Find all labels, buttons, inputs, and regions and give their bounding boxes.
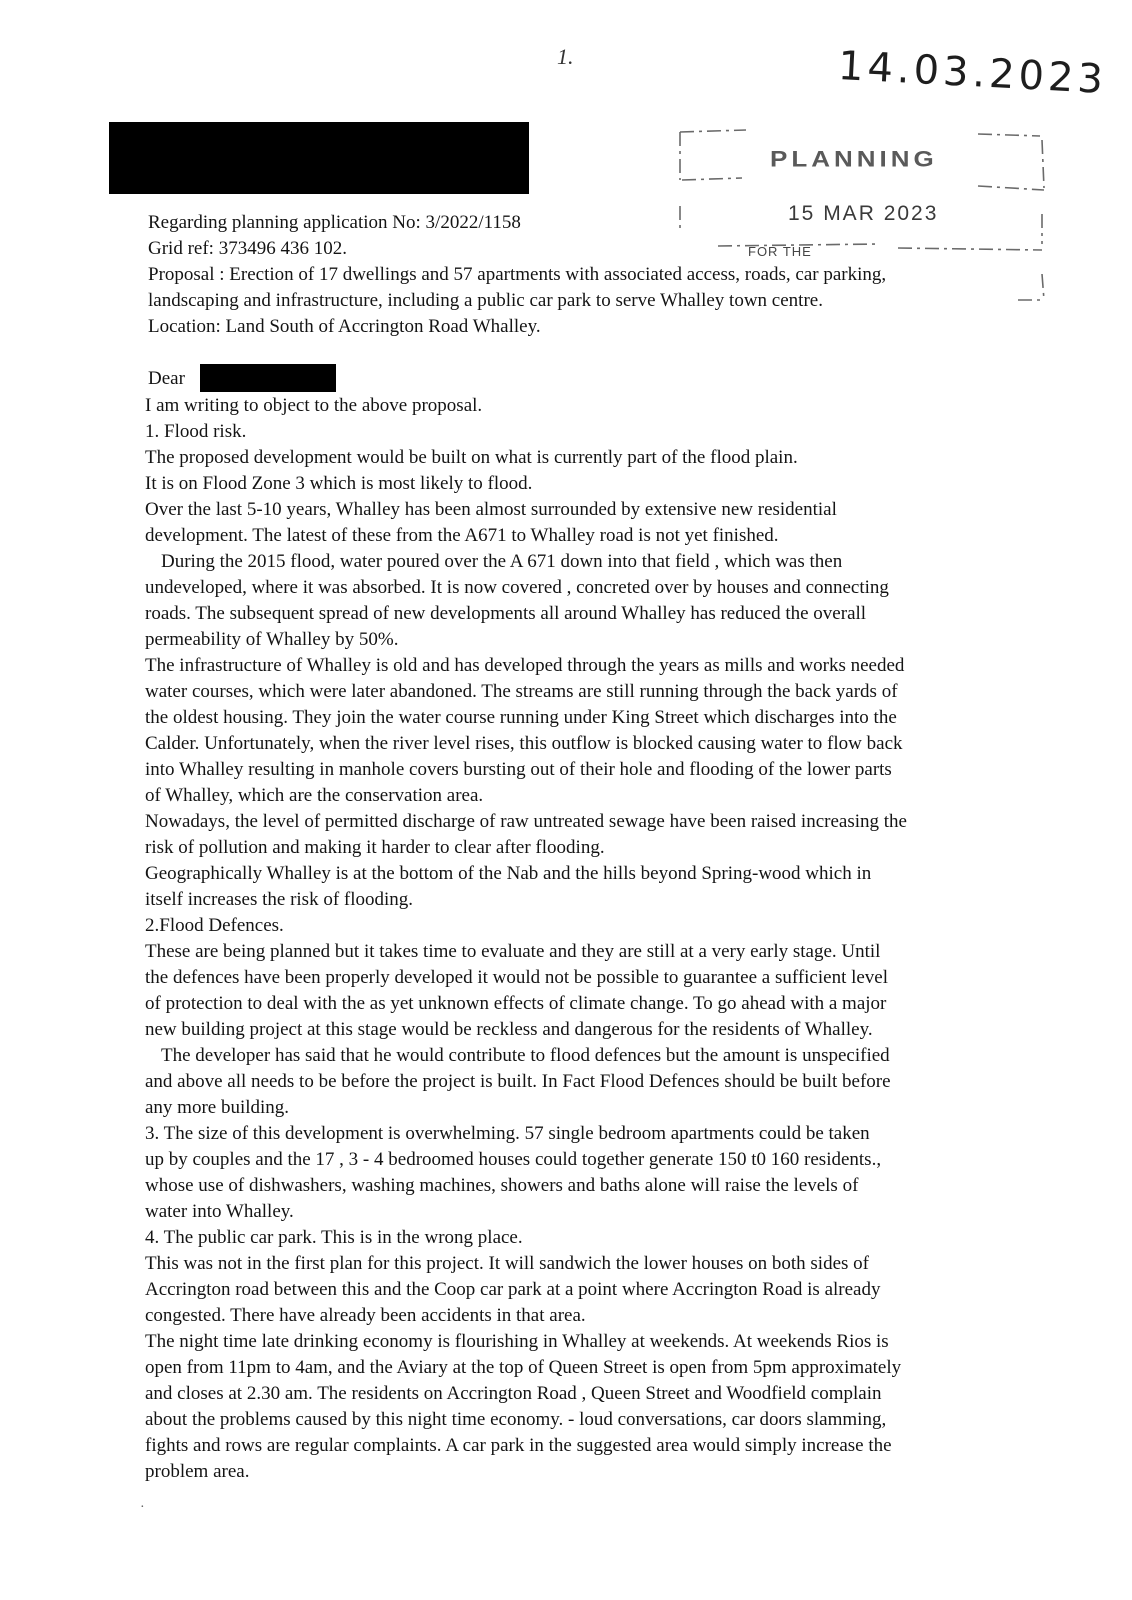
body-line: roads. The subsequent spread of new developments all around Whalley has reduced the overall bbox=[145, 603, 867, 624]
body-line: 4. The public car park. This is in the wrong place. bbox=[145, 1227, 523, 1248]
body-line: water into Whalley. bbox=[145, 1201, 294, 1222]
stamp-title: PLANNING bbox=[770, 146, 938, 172]
body-line: itself increases the risk of flooding. bbox=[145, 889, 414, 910]
body-line: whose use of dishwashers, washing machines, showers and baths alone will raise the levels of bbox=[145, 1175, 859, 1196]
body-line: water courses, which were later abandoned. The streams are still running through the back yards of bbox=[145, 681, 898, 702]
page-number-mark: 1. bbox=[557, 44, 574, 69]
body-line: fights and rows are regular complaints. A car park in the suggested area would simply increase the bbox=[145, 1435, 892, 1456]
body-line: 2.Flood Defences. bbox=[145, 915, 284, 936]
body-line: Nowadays, the level of permitted discharge of raw untreated sewage have been raised increasing the bbox=[145, 811, 907, 832]
body-line: The infrastructure of Whalley is old and has developed through the years as mills and works needed bbox=[145, 655, 905, 676]
body-line: Over the last 5-10 years, Whalley has been almost surrounded by extensive new residential bbox=[145, 499, 837, 520]
application-number-line: Regarding planning application No: 3/2022/1158 bbox=[148, 212, 521, 233]
body-line: The night time late drinking economy is flourishing in Whalley at weekends. At weekends Rios is bbox=[145, 1331, 889, 1352]
body-line: I am writing to object to the above proposal. bbox=[145, 395, 483, 416]
letter-body bbox=[145, 393, 1070, 1485]
location-line: Location: Land South of Accrington Road Whalley. bbox=[148, 316, 541, 337]
proposal-line: Proposal : Erection of 17 dwellings and 57 apartments with associated access, roads, car parking, bbox=[148, 264, 887, 285]
body-line: problem area. bbox=[145, 1461, 250, 1482]
body-line: and above all needs to be before the project is built. In Fact Flood Defences should be built before bbox=[145, 1071, 891, 1092]
body-line: of Whalley, which are the conservation area. bbox=[145, 785, 484, 806]
grid-ref-line: Grid ref: 373496 436 102. bbox=[148, 238, 347, 259]
stamp-for-text: FOR THE bbox=[748, 244, 812, 259]
body-line: open from 11pm to 4am, and the Aviary at the top of Queen Street is open from 5pm approximately bbox=[145, 1357, 902, 1378]
body-line: Accrington road between this and the Coop car park at a point where Accrington Road is already bbox=[145, 1279, 881, 1300]
body-line: development. The latest of these from the A671 to Whalley road is not yet finished. bbox=[145, 525, 779, 546]
redacted-address-block bbox=[109, 122, 529, 194]
body-line: 1. Flood risk. bbox=[145, 421, 247, 442]
body-line: and closes at 2.30 am. The residents on Accrington Road , Queen Street and Woodfield complain bbox=[145, 1383, 882, 1404]
body-line: of protection to deal with the as yet unknown effects of climate change. To go ahead with a major bbox=[145, 993, 887, 1014]
body-line: risk of pollution and making it harder to clear after flooding. bbox=[145, 837, 605, 858]
body-line: These are being planned but it takes time to evaluate and they are still at a very early stage. Until bbox=[145, 941, 881, 962]
application-header bbox=[148, 210, 1068, 340]
body-line: This was not in the first plan for this project. It will sandwich the lower houses on both sides of bbox=[145, 1253, 869, 1274]
body-line: Geographically Whalley is at the bottom of the Nab and the hills beyond Spring-wood which in bbox=[145, 863, 872, 884]
stamp-date: 15 MAR 2023 bbox=[788, 202, 939, 225]
body-line: any more building. bbox=[145, 1097, 290, 1118]
body-line: into Whalley resulting in manhole covers bursting out of their hole and flooding of the lower parts bbox=[145, 759, 892, 780]
body-line: Calder. Unfortunately, when the river level rises, this outflow is blocked causing water to flow back bbox=[145, 733, 903, 754]
body-line: 3. The size of this development is overwhelming. 57 single bedroom apartments could be taken bbox=[145, 1123, 870, 1144]
body-line: It is on Flood Zone 3 which is most likely to flood. bbox=[145, 473, 533, 494]
body-line: the oldest housing. They join the water course running under King Street which discharges into the bbox=[145, 707, 897, 728]
body-line: the defences have been properly developed it would not be possible to guarantee a sufficient level bbox=[145, 967, 889, 988]
body-line: The developer has said that he would contribute to flood defences but the amount is unspecified bbox=[161, 1045, 890, 1066]
body-line: new building project at this stage would be reckless and dangerous for the residents of Whalley. bbox=[145, 1019, 873, 1040]
body-line: The proposed development would be built on what is currently part of the flood plain. bbox=[145, 447, 798, 468]
body-line: During the 2015 flood, water poured over the A 671 down into that field , which was then bbox=[161, 551, 843, 572]
body-line: permeability of Whalley by 50%. bbox=[145, 629, 399, 650]
body-line: about the problems caused by this night time economy. - loud conversations, car doors slamming, bbox=[145, 1409, 887, 1430]
body-line: undeveloped, where it was absorbed. It is now covered , concreted over by houses and connecting bbox=[145, 577, 889, 598]
redacted-recipient-name bbox=[200, 364, 336, 392]
scan-mark: · bbox=[140, 1500, 145, 1515]
salutation: Dear bbox=[148, 368, 185, 389]
handwritten-date: 14.03.2023 bbox=[836, 42, 1109, 104]
body-line: congested. There have already been accidents in that area. bbox=[145, 1305, 586, 1326]
body-line: up by couples and the 17 , 3 - 4 bedroomed houses could together generate 150 t0 160 residents., bbox=[145, 1149, 882, 1170]
proposal-line-continued: landscaping and infrastructure, including a public car park to serve Whalley town centre. bbox=[148, 290, 823, 311]
